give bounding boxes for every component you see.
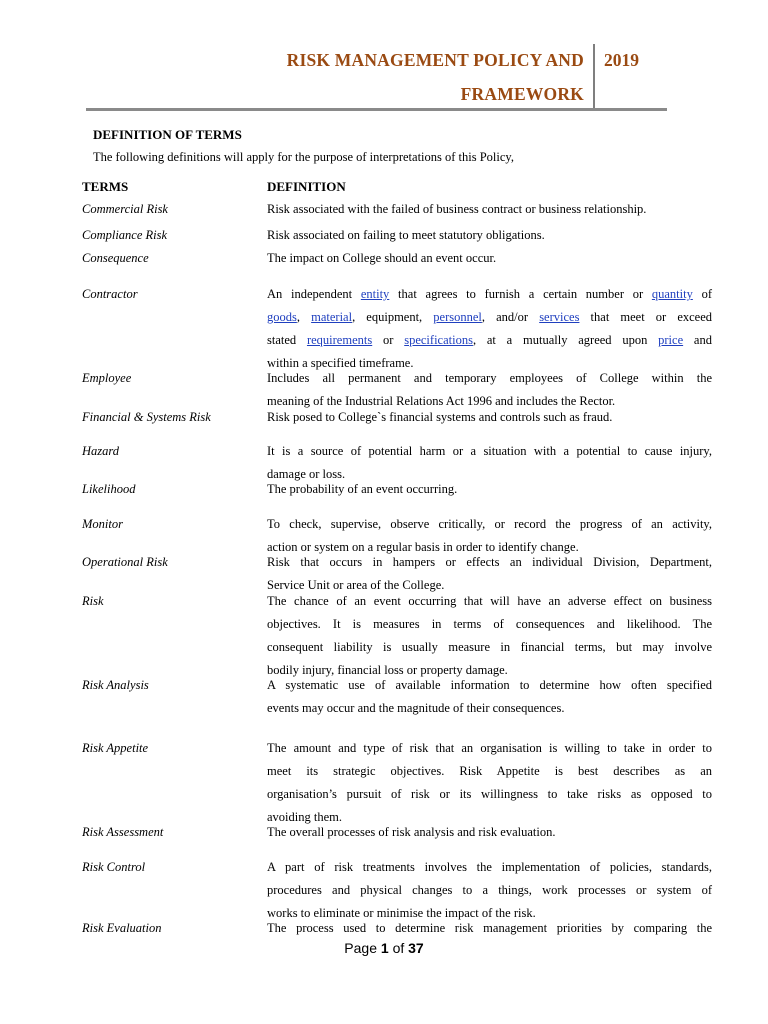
term-risk: Risk: [82, 594, 104, 608]
definition-line: The process used to determine risk management priorities by comparing the: [267, 921, 712, 935]
definition-line: A part of risk treatments involves the implementation of policies, standards,: [267, 860, 712, 874]
page-word: Page: [344, 940, 377, 956]
definition-line: Risk that occurs in hampers or effects an individual Division, Department,: [267, 555, 712, 569]
link-goods[interactable]: goods: [267, 310, 297, 324]
term-risk-appetite: Risk Appetite: [82, 741, 149, 755]
definition-line: within a specified timeframe.: [267, 356, 414, 370]
definition-line: meet its strategic objectives. Risk Appetite is best describes as an: [267, 764, 712, 778]
link-services[interactable]: services: [539, 310, 580, 324]
definition-risk-analysis: [267, 678, 712, 724]
term-hazard: Hazard: [82, 444, 120, 458]
definition-line: action or system on a regular basis in order to identify change.: [267, 540, 579, 554]
definition-line: An independent entity that agrees to furnish a certain number or quantity of: [267, 287, 712, 301]
document-year: 2019: [604, 50, 639, 70]
link-material[interactable]: material: [311, 310, 353, 324]
definition-line: Risk associated with the failed of business contract or business relationship.: [267, 202, 647, 216]
header-divider-horizontal: [86, 108, 667, 111]
definition-line: damage or loss.: [267, 467, 346, 481]
link-price[interactable]: price: [658, 333, 684, 347]
definition-line: works to eliminate or minimise the impact of the risk.: [267, 906, 536, 920]
definition-line: goods, material, equipment, personnel, and/or services that meet or exceed: [267, 310, 713, 324]
definition-line: The overall processes of risk analysis and risk evaluation.: [267, 825, 556, 839]
definition-line: The amount and type of risk that an organisation is willing to take in order to: [267, 741, 712, 755]
definition-line: Risk associated on failing to meet statutory obligations.: [267, 228, 545, 242]
term-operational-risk: Operational Risk: [82, 555, 168, 569]
definition-risk-appetite: [267, 741, 712, 833]
term-consequence: Consequence: [82, 251, 149, 265]
term-risk-control: Risk Control: [82, 860, 146, 874]
term-risk-analysis: Risk Analysis: [82, 678, 149, 692]
term-monitor: Monitor: [82, 517, 123, 531]
definition-line: A systematic use of available information to determine how often specified: [267, 678, 712, 692]
term-likelihood: Likelihood: [82, 482, 136, 496]
definition-line: objectives. It is measures in terms of consequences and likelihood. The: [267, 617, 712, 631]
definition-line: events may occur and the magnitude of their consequences.: [267, 701, 565, 715]
definition-risk-assessment: [267, 825, 712, 848]
definition-line: bodily injury, financial loss or property damage.: [267, 663, 508, 677]
link-quantity[interactable]: quantity: [651, 287, 693, 301]
document-title-line-2: FRAMEWORK: [460, 84, 584, 104]
header-divider-vertical: [593, 44, 595, 108]
definition-line: Risk posed to College`s financial systems and controls such as fraud.: [267, 410, 613, 424]
definition-line: organisation’s pursuit of risk or its willingness to take risks as opposed to: [267, 787, 712, 801]
term-compliance-risk: Compliance Risk: [82, 228, 168, 242]
column-header-definition: DEFINITION: [267, 179, 346, 194]
term-employee: Employee: [82, 371, 132, 385]
term-financial-systems-risk: Financial & Systems Risk: [82, 410, 211, 424]
definition-line: consequent liability is usually measure in financial terms, but may involve: [267, 640, 712, 654]
definition-line: To check, supervise, observe critically, or record the progress of an activity,: [267, 517, 712, 531]
definition-risk: [267, 594, 712, 686]
term-risk-assessment: Risk Assessment: [82, 825, 164, 839]
definition-likelihood: [267, 482, 712, 505]
page-number-footer: [0, 940, 768, 956]
term-risk-evaluation: Risk Evaluation: [82, 921, 162, 935]
link-specifications[interactable]: specifications: [404, 333, 473, 347]
definition-consequence: [267, 251, 712, 274]
definition-line: avoiding them.: [267, 810, 342, 824]
current-page-number: 1: [380, 940, 389, 956]
document-title-line-1: RISK MANAGEMENT POLICY AND: [286, 50, 584, 70]
definition-line: It is a source of potential harm or a situation with a potential to cause injury,: [267, 444, 712, 458]
definition-line: The chance of an event occurring that will have an adverse effect on business: [267, 594, 712, 608]
term-contractor: Contractor: [82, 287, 138, 301]
total-page-count: 37: [408, 940, 424, 956]
definition-line: Includes all permanent and temporary employees of College within the: [267, 371, 712, 385]
column-header-terms: TERMS: [82, 179, 129, 194]
section-intro: The following definitions will apply for the purpose of interpretations of this Policy,: [93, 150, 514, 164]
link-personnel[interactable]: personnel: [433, 310, 482, 324]
definition-commercial-risk: [267, 202, 712, 225]
definition-line: meaning of the Industrial Relations Act 1996 and includes the Rector.: [267, 394, 616, 408]
definition-line: The impact on College should an event occur.: [267, 251, 497, 265]
link-requirements[interactable]: requirements: [306, 333, 373, 347]
definition-line: Service Unit or area of the College.: [267, 578, 445, 592]
definition-financial-systems-risk: [267, 410, 712, 433]
term-commercial-risk: Commercial Risk: [82, 202, 168, 216]
definition-line: The probability of an event occurring.: [267, 482, 458, 496]
definition-risk-control: [267, 860, 712, 929]
link-entity[interactable]: entity: [360, 287, 390, 301]
definition-line: procedures and physical changes to a things, work processes or system of: [267, 883, 712, 897]
section-heading: DEFINITION OF TERMS: [93, 127, 242, 142]
definition-compliance-risk: [267, 228, 712, 251]
definition-contractor: [267, 287, 712, 379]
of-word: of: [392, 940, 405, 956]
definition-line: stated requirements or specifications, at a mutually agreed upon price and: [267, 333, 712, 347]
